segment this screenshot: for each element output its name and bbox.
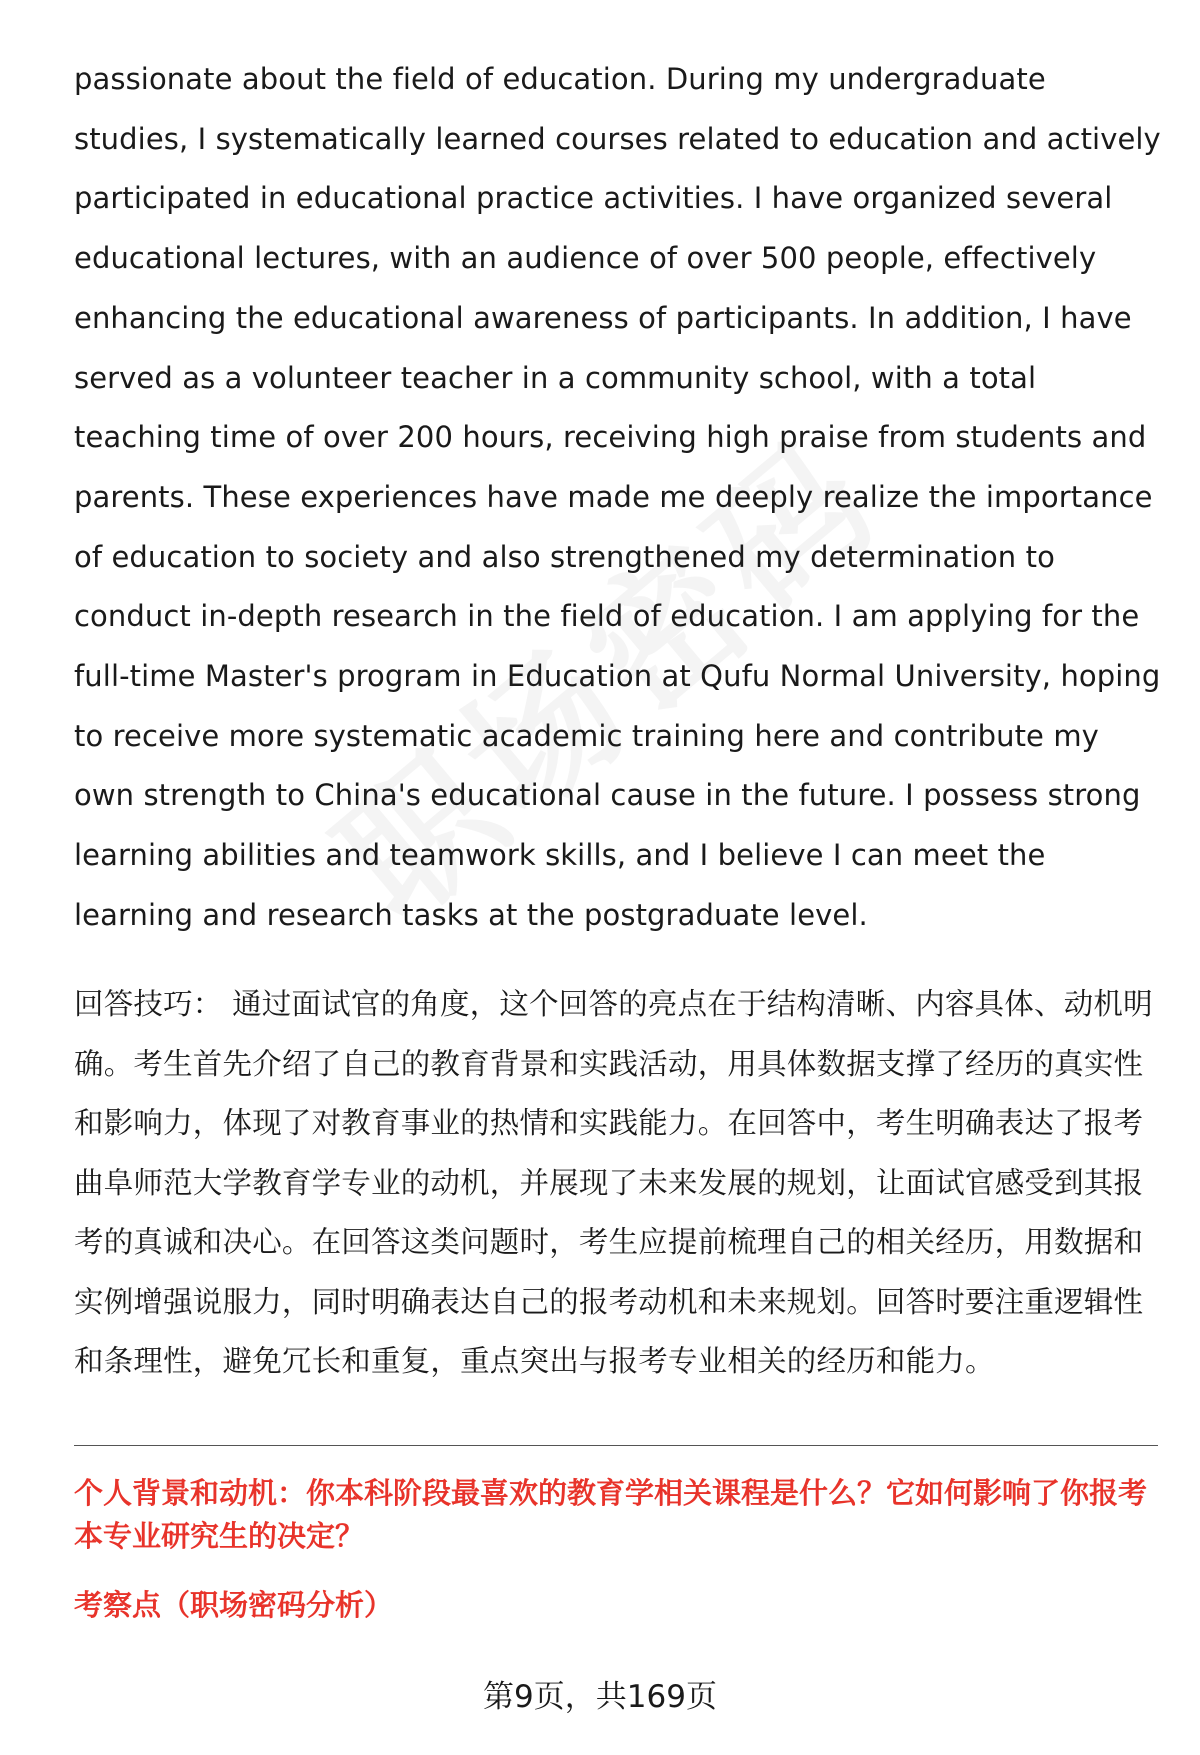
answer-tips-label: 回答技巧： [74,987,223,1021]
interview-question-heading: 个人背景和动机：你本科阶段最喜欢的教育学相关课程是什么？它如何影响了你报考本专业研究生的决定？ [74,1476,1148,1553]
page-number: 第9页，共169页 [483,1679,717,1715]
inspection-point-heading: 考察点（职场密码分析） [74,1588,394,1622]
answer-tips-paragraph [74,975,1162,1392]
answer-tips-text: 通过面试官的角度，这个回答的亮点在于结构清晰、内容具体、动机明确。考生首先介绍了自己的教育背景和实践活动，用具体数据支撑了经历的真实性和影响力，体现了对教育事业的热情和实践能力。在回答中，考生明确表达了报考曲阜师范大学教育学专业的动机，并展现了未来发展的规划，让面试官感受到其报考的真诚和决心。在回答这类问题时，考生应提前梳理自己的相关经历，用数据和实例增强说服力，同时明确表达自己的报考动机和未来规划。回答时要注重逻辑性和条理性，避免冗长和重复，重点突出与报考专业相关的经历和能力。 [74,987,1153,1378]
section-divider [74,1445,1158,1446]
english-answer-paragraph: passionate about the field of education. During my undergraduate studies, I systematically learned courses related to education and actively participated in educational practice activities. I have organized several educational lectures, with an audience of over 500 people, effectively enhancing the educational awareness of participants. In addition, I have served as a volunteer teacher in a community school, with a total teaching time of over 200 hours, receiving high praise from students and parents. These experiences have made me deeply realize the importance of education to society and also strengthened my determination to conduct in-depth research in the field of education. I am applying for the full-time Master's program in Education at Qufu Normal University, hoping to receive more systematic academic training here and contribute my own strength to China's educational cause in the future. I possess strong learning abilities and teamwork skills, and I believe I can meet the learning and research tasks at the postgraduate level. [74,62,1161,932]
